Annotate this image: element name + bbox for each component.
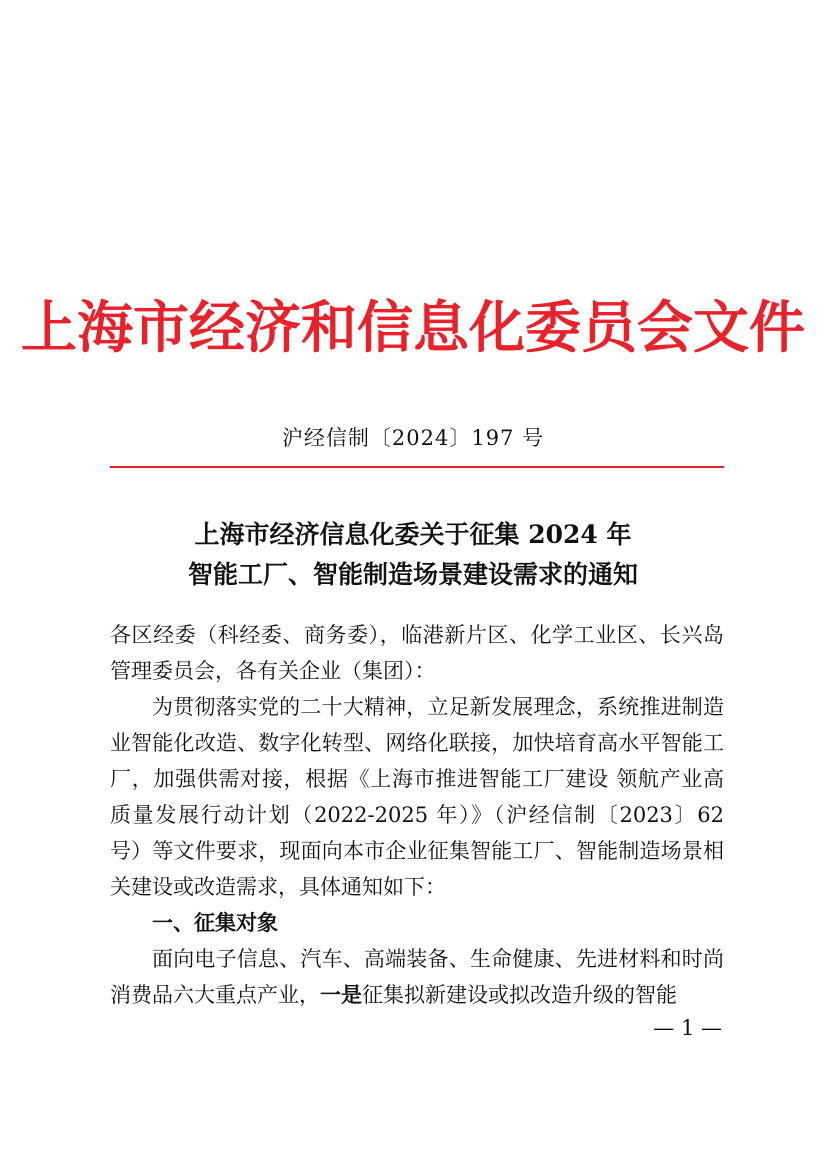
section-heading-1: 一、征集对象 xyxy=(152,911,278,935)
body-paragraph-1: 为贯彻落实党的二十大精神，立足新发展理念，系统推进制造业智能化改造、数字化转型、网络化联接，加快培育高水平智能工厂，加强供需对接，根据《上海市推进智能工厂建设 领航产业高质量发展行动计划（2022-2025 年）》（沪经信制〔2023〕62 号）等文件要求，现面向本市企业征集智能工厂、智能制造场景相关建设或改造需求，具体通知如下： xyxy=(110,695,724,899)
body-paragraph-2 xyxy=(110,941,724,1013)
masthead-title: 上海市经济和信息化委员会文件 xyxy=(21,295,805,361)
paragraph-2-tail: 征集拟新建设或拟改造升级的智能 xyxy=(362,983,677,1007)
paragraph-2-emphasis: 一是 xyxy=(320,983,362,1007)
document-number: 沪经信制〔2024〕197 号 xyxy=(281,426,545,450)
notice-body xyxy=(110,617,724,1013)
notice-title xyxy=(0,515,826,595)
notice-title-line-2: 智能工厂、智能制造场景建设需求的通知 xyxy=(187,560,638,589)
notice-title-line-1: 上海市经济信息化委关于征集 2024 年 xyxy=(194,520,632,549)
page-number: — 1 — xyxy=(653,1016,722,1040)
addressee-paragraph: 各区经委（科经委、商务委），临港新片区、化学工业区、长兴岛管理委员会，各有关企业（集团）： xyxy=(110,623,724,683)
red-divider-rule xyxy=(110,466,724,468)
paragraph-2-lead: 面向电子信息、汽车、高端装备、生命健康、先进材料和时尚消费品六大重点产业， xyxy=(110,947,724,1007)
